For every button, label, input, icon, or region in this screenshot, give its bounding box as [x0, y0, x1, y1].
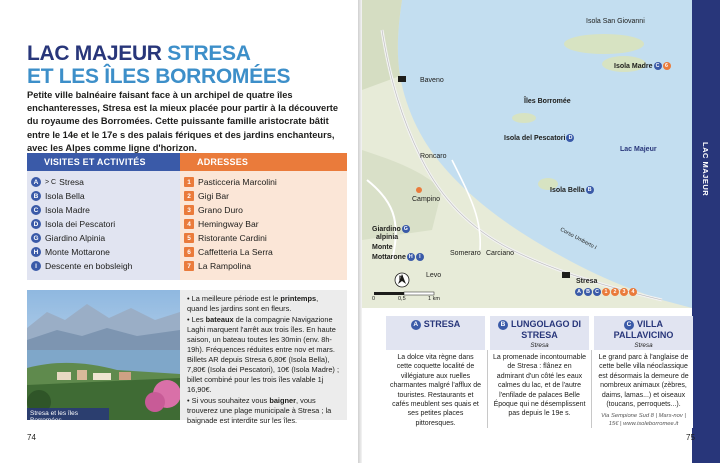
visit-badge: D — [31, 219, 41, 229]
visit-label: Stresa — [59, 177, 84, 187]
title-stresa: STRESA — [167, 42, 251, 65]
page-number-right: 75 — [686, 433, 695, 442]
visit-arrow: > C — [45, 178, 57, 186]
card-body: La dolce vita règne dans cette coquette localité de villégiature aux ruelles charmantes malgré l'afflux de touristes. Restaurants et cafés meublent ses quais et ses petites places pittoresques. — [389, 354, 482, 427]
visit-item — [31, 175, 195, 189]
map-label-isola-madre: Isola Madre C 6 — [614, 62, 671, 70]
map-label-lac-majeur: Lac Majeur — [620, 146, 657, 153]
address-badge: 7 — [184, 261, 194, 271]
tip-item: • Les bateaux de la compagnie Navigazione Laghi marquent l'arrêt aux trois îles. En haute saison, un bateau toutes les 30min (env. 8h-19h). Fréquences réduites entre nov et mars. Billets AR depuis Stresa 6,80€ (Isola Bella), 7,80€ (Isola dei Pescatori), 10€ (Isola Madre) ; billet combiné pour les trois îles valable 1j 16,90€. — [187, 315, 339, 394]
visit-badge: I — [31, 261, 41, 271]
map-label-monte: Monte — [372, 244, 393, 251]
address-badge: 2 — [184, 191, 194, 201]
address-label: Ristorante Cardini — [198, 233, 267, 243]
address-badge: 1 — [184, 177, 194, 187]
addresses-list — [180, 171, 347, 273]
side-tab — [692, 0, 720, 463]
address-item — [184, 175, 347, 189]
scale-1km: 1 km — [428, 296, 440, 302]
map-label-isola-san-giovanni: Isola San Giovanni — [586, 18, 645, 25]
visit-badge: B — [31, 191, 41, 201]
card-title: B LUNGOLAGO DI STRESA Stresa — [490, 316, 589, 350]
practical-tips — [180, 290, 347, 425]
visit-item — [31, 189, 195, 203]
visit-label: Monte Mottarone — [45, 247, 110, 257]
map-label-corso: Corso Umberto I — [558, 226, 598, 252]
visit-item — [31, 217, 195, 231]
visit-item — [31, 259, 195, 273]
address-badge: 5 — [184, 233, 194, 243]
scale-0: 0 — [372, 296, 376, 302]
visit-badge: G — [31, 233, 41, 243]
map-label-stresa: Stresa — [576, 278, 598, 285]
area-map — [362, 0, 692, 308]
map-label-someraro: Someraro — [450, 250, 481, 257]
map-label-isola-bella: Isola Bella B — [550, 186, 594, 194]
page-number-left: 74 — [27, 433, 36, 442]
card-title: A STRESA — [386, 316, 485, 350]
side-tab-label: LAC MAJEUR — [701, 142, 710, 197]
visit-badge: C — [31, 205, 41, 215]
address-item — [184, 231, 347, 245]
visits-box — [27, 153, 195, 280]
visit-label: Giardino Alpinia — [45, 233, 106, 243]
address-label: La Rampolina — [198, 261, 252, 271]
place-card-stresa — [386, 316, 485, 428]
addresses-heading: ADRESSES — [180, 153, 347, 171]
title-iles-borromees: ET LES ÎLES BORROMÉES — [27, 65, 291, 88]
card-title: C VILLA PALLAVICINO Stresa — [594, 316, 693, 350]
card-body: La promenade incontournable de Stresa : flânez en admirant d'un côté les eaux calmes du lac, et de l'autre l'enfilade de palaces Belle Époque qui ne désemplissent pas depuis le 19e s. — [493, 354, 587, 418]
card-meta: Via Sempione Sud 8 | Mars-nov | 15€ | www.isoleborromee.it — [601, 413, 686, 428]
card-divider — [487, 350, 488, 428]
stresa-photo — [27, 290, 180, 420]
address-label: Gigi Bar — [198, 191, 230, 201]
address-label: Caffetteria La Serra — [198, 247, 273, 257]
visit-item — [31, 245, 195, 259]
address-label: Grano Duro — [198, 205, 243, 215]
map-label-baveno: Baveno — [420, 77, 444, 84]
tip-item: • La meilleure période est le printemps, quand les jardins sont en fleurs. — [187, 294, 319, 313]
map-label-levo: Levo — [426, 272, 442, 279]
visit-label: Descente en bobsleigh — [45, 261, 133, 271]
address-item — [184, 203, 347, 217]
visit-badge: H — [31, 247, 41, 257]
address-item — [184, 217, 347, 231]
intro-paragraph: Petite ville balnéaire faisant face à un archipel de quatre îles enchanteresses, Stresa est la mieux placée pour partir à la découverte du royaume des Borromées. Cette puissante famille aristocrate bâtit entre le 14e et le 17e s des palais fériques et des jardins enchanteurs, avec les Alpes comme ligne d'horizon. — [27, 90, 339, 153]
address-label: Hemingway Bar — [198, 219, 259, 229]
scale-05: 0,5 — [398, 296, 406, 302]
address-badge: 6 — [184, 247, 194, 257]
visits-list — [27, 171, 195, 273]
visit-badge: A — [31, 177, 41, 187]
map-label-mottarone: Mottarone H I — [372, 253, 424, 261]
map-north-label: N — [399, 276, 404, 282]
address-item — [184, 245, 347, 259]
map-label-giardino: Giardino G — [372, 225, 408, 233]
address-item — [184, 189, 347, 203]
visits-heading: VISITES ET ACTIVITÉS — [27, 153, 195, 171]
card-body: Le grand parc à l'anglaise de cette belle villa néoclassique est désormais la demeure de nombreux animaux (zèbres, daims, lamas...) et oiseaux (toucans, perroquets...). — [598, 354, 689, 409]
map-label-isole-borromee: Îles Borromée — [524, 98, 571, 105]
map-label-carciano: Carciano — [486, 250, 515, 257]
title-lac-majeur: LAC MAJEUR — [27, 42, 162, 65]
photo-caption: Stresa et les îles Borromées — [27, 408, 109, 420]
visit-item — [31, 231, 195, 245]
visit-label: Isola Bella — [45, 191, 85, 201]
address-item — [184, 259, 347, 273]
visit-label: Isola Madre — [45, 205, 90, 215]
map-label-roncaro: Roncaro — [420, 153, 447, 160]
card-divider — [591, 350, 592, 428]
visit-item — [31, 203, 195, 217]
tip-item: • Si vous souhaitez vous baigner, vous trouverez une plage municipale à Stresa ; la baignade est interdite sur les îles. — [187, 396, 332, 425]
map-label-alpinia: alpinia — [376, 234, 399, 241]
place-card-villa-pallavicino — [594, 316, 693, 428]
map-label-campino: Campino — [412, 196, 441, 203]
map-label-isola-pescatori: Isola del Pescatori D — [504, 134, 574, 142]
address-label: Pasticceria Marcolini — [198, 177, 277, 187]
place-card-lungolago — [490, 316, 589, 428]
address-badge: 3 — [184, 205, 194, 215]
map-stresa-badges: A B C 1 2 3 4 — [574, 288, 637, 296]
page-title — [27, 42, 347, 88]
addresses-box — [180, 153, 347, 280]
visit-label: Isola dei Pescatori — [45, 219, 116, 229]
address-badge: 4 — [184, 219, 194, 229]
